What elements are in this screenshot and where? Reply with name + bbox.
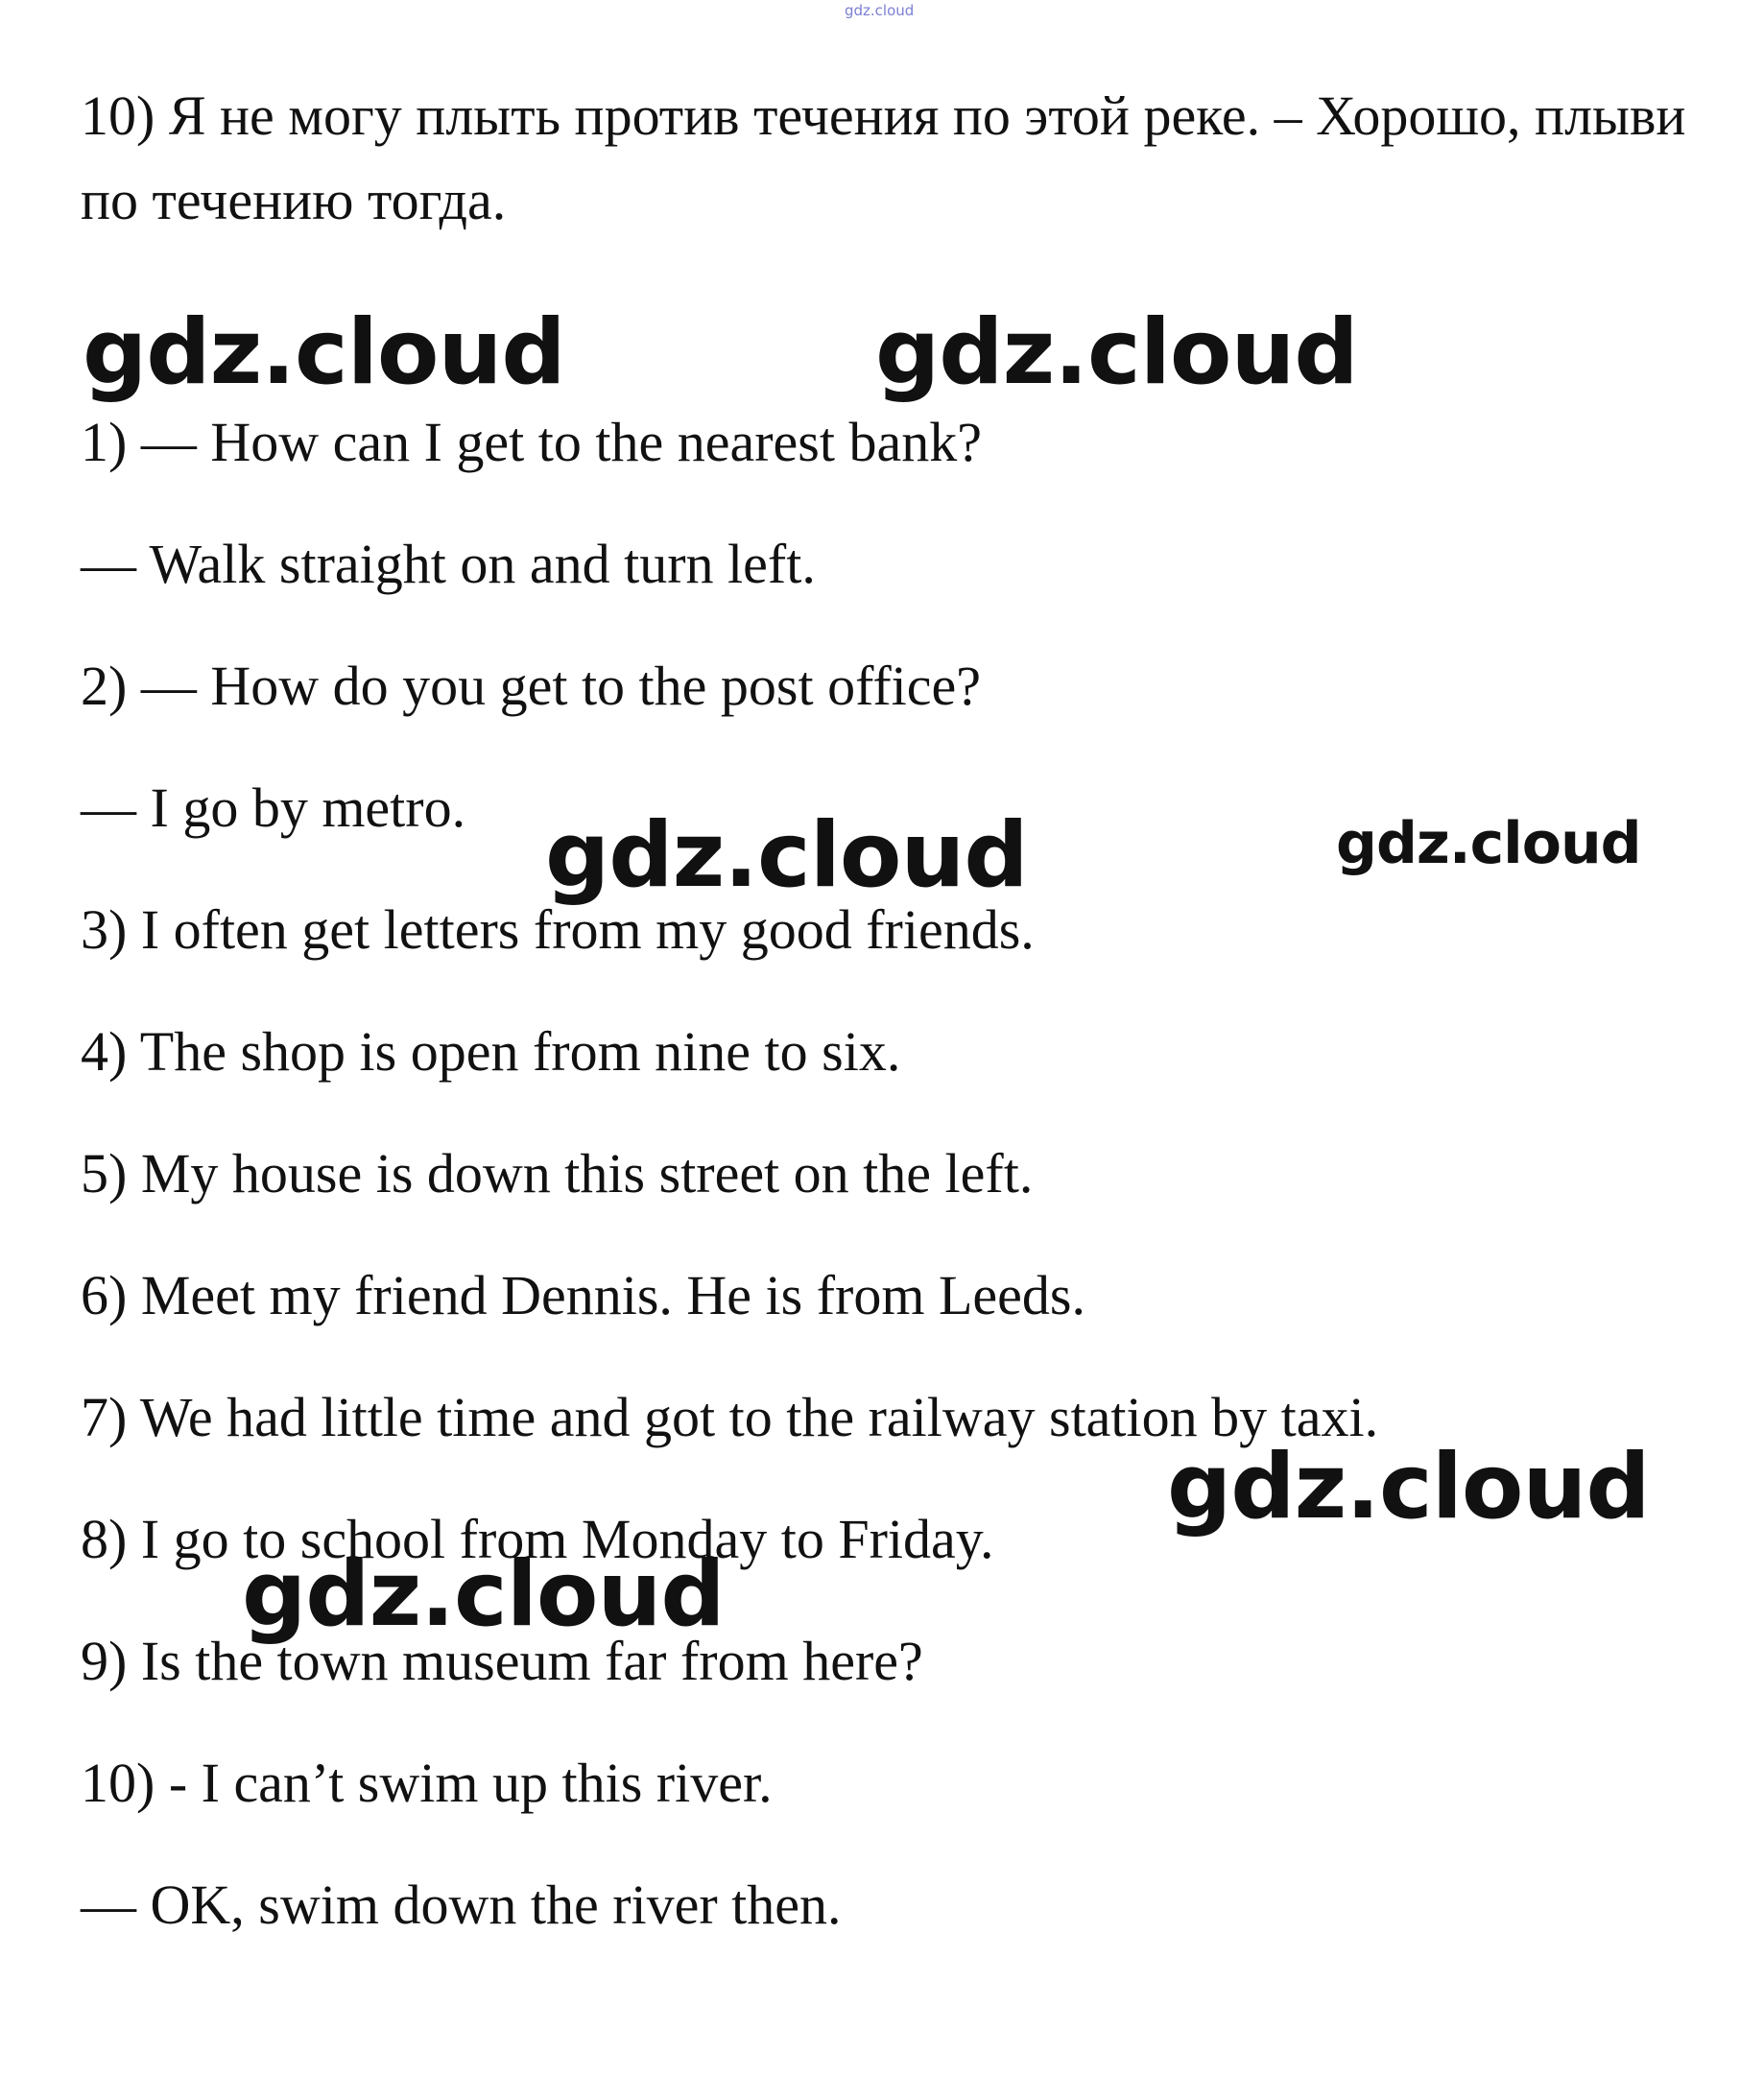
watermark: gdz.cloud xyxy=(1336,810,1641,877)
answer-line: — Walk straight on and turn left. xyxy=(81,533,816,595)
answer-line: 1) — How can I get to the nearest bank? xyxy=(81,411,982,473)
answer-line: 7) We had little time and got to the railway station by taxi. xyxy=(81,1386,1379,1448)
answer-line: 10) - I can’t swim up this river. xyxy=(81,1752,773,1814)
answer-line: 5) My house is down this street on the left. xyxy=(81,1142,1034,1205)
watermark: gdz.cloud xyxy=(875,300,1358,405)
header-watermark: gdz.cloud xyxy=(845,2,915,19)
watermark: gdz.cloud xyxy=(545,803,1028,908)
watermark: gdz.cloud xyxy=(242,1542,725,1647)
answer-line: 3) I often get letters from my good friends. xyxy=(81,898,1035,961)
answer-line: 6) Meet my friend Dennis. He is from Leeds. xyxy=(81,1264,1085,1326)
watermark: gdz.cloud xyxy=(1167,1435,1650,1539)
watermark: gdz.cloud xyxy=(83,300,565,405)
answer-line: 9) Is the town museum far from here? xyxy=(81,1630,923,1692)
answer-line: 2) — How do you get to the post office? xyxy=(81,655,982,717)
russian-sentence-line-2: по течению тогда. xyxy=(81,169,507,231)
answer-line: — OK, swim down the river then. xyxy=(81,1873,842,1936)
answer-line: 8) I go to school from Monday to Friday. xyxy=(81,1508,994,1570)
answer-line: 4) The shop is open from nine to six. xyxy=(81,1020,901,1083)
answer-line: — I go by metro. xyxy=(81,776,466,839)
russian-sentence-line-1: 10) Я не могу плыть против течения по этой реке. – Хорошо, плыви xyxy=(81,84,1686,147)
